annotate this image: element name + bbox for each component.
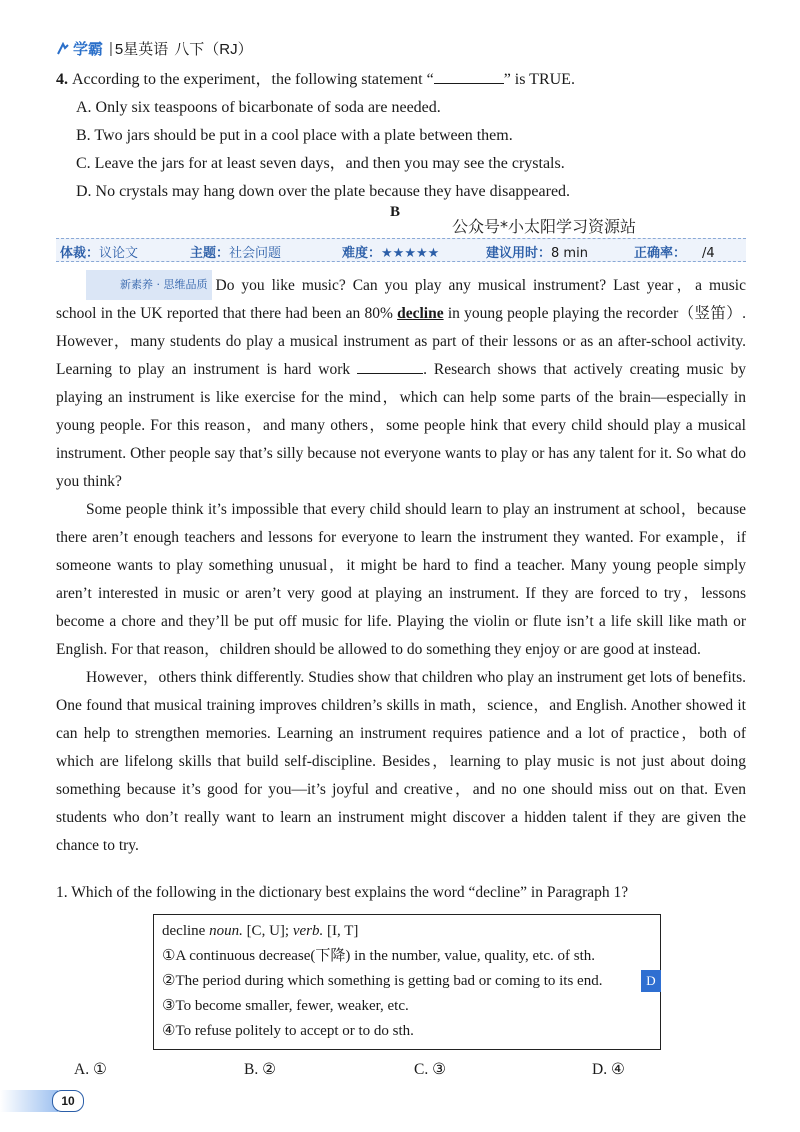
accuracy-label: 正确率： — [634, 246, 687, 261]
verb-grammar: [I, T] — [323, 923, 359, 939]
topic-value: 社会问题 — [229, 246, 282, 261]
reading-passage — [56, 270, 746, 860]
definition-3: ③To become smaller, fewer, weaker, etc. — [162, 998, 409, 1014]
passage-info-bar — [56, 238, 746, 262]
definition-1: ①A continuous decrease(下降) in the number, value, quality, etc. of sth. — [162, 948, 596, 964]
keyword-decline: decline — [397, 305, 444, 322]
choice-c: C. ③ — [414, 1061, 446, 1078]
genre-label: 体裁： — [60, 246, 100, 261]
time-value: 8 min — [551, 246, 588, 261]
accuracy-value: /4 — [702, 246, 715, 261]
option-d: D. No crystals may hang down over the plate because they have disappeared. — [76, 183, 571, 200]
option-c: C. Leave the jars for at least seven days，and then you may see the crystals. — [76, 155, 565, 172]
choice-d: D. ④ — [592, 1061, 625, 1078]
dictionary-headword — [162, 919, 660, 944]
divider: | — [109, 40, 113, 57]
passage-blank — [357, 359, 423, 374]
page-number: 10 — [52, 1090, 84, 1112]
definition-4: ④To refuse politely to accept or to do sth. — [162, 1023, 414, 1039]
headword: decline — [162, 923, 210, 939]
question-1-stem: 1. Which of the following in the dictionary best explains the word “decline” in Paragraph 1? — [56, 884, 629, 901]
paragraph-1-part-b: in young people playing the recorder（竖笛）. However，many students do play a musical instrument as part of their lessons or as an after-school activity. Learning to play an instrument is hard work — [56, 305, 746, 378]
time-label: 建议用时： — [486, 246, 552, 261]
genre-value: 议论文 — [99, 246, 139, 261]
paragraph-1-part-c: . Research shows that actively creating music by playing an instrument is like exercise for the mind，which can help some parts of the brain—especially in young people. For this reason，and many others，some people hink that every child should play a musical instrument. Other people say that’s silly because not everyone wants to play or has any talent for it. So what do you think? — [56, 361, 747, 490]
choice-b: B. ② — [244, 1061, 276, 1078]
question-4-number: 4. — [56, 71, 68, 88]
difficulty-info — [342, 242, 439, 261]
topic-info — [190, 242, 281, 261]
logo-icon — [56, 42, 70, 56]
topic-label: 主题： — [190, 246, 230, 261]
footer-decoration — [0, 1090, 58, 1112]
pos-noun: noun. — [209, 923, 243, 939]
question-4 — [56, 66, 756, 206]
difficulty-label: 难度： — [342, 246, 382, 261]
question-4-stem — [56, 66, 756, 94]
stem-text-before: According to the experiment，the following statement “ — [72, 71, 434, 88]
choice-a: A. ① — [74, 1061, 107, 1078]
pos-verb: verb. — [292, 923, 324, 939]
noun-grammar: [C, U]; — [242, 923, 293, 939]
skill-tag: 新素养 · 思维品质 — [86, 270, 212, 300]
page-header — [56, 38, 253, 59]
brand-name: 学霸 — [73, 41, 104, 58]
time-info — [486, 242, 588, 261]
series-name: 5星英语 — [114, 41, 169, 58]
dictionary-box — [153, 914, 661, 1050]
section-letter: B — [390, 204, 401, 220]
accuracy-info — [634, 242, 715, 261]
answer-blank — [434, 69, 504, 84]
option-a: A. Only six teaspoons of bicarbonate of soda are needed. — [76, 99, 441, 116]
paragraph-1 — [56, 270, 746, 496]
paragraph-2: Some people think it’s impossible that every child should learn to play an instrument at school，because there aren’t enough teachers and lessons for everyone to learn the instrument they wanted. For example，if someone wants to play something unusual，it might be hard to find a teacher. Many young people simply aren’t interested in music or aren’t very good at playing an instrument. If they are forced to try，lessons become a chore and they’ll be put off music for life. Playing the violin or flute isn’t a life skill like math or English. For that reason，children should be allowed to do something they enjoy or are good at instead. — [56, 501, 746, 658]
definition-2: ②The period during which something is getting bad or coming to its end. — [162, 973, 603, 989]
paragraph-1-part-a: Do you like music? Can you play any musical instrument? Last year，a music school in the UK reported that there had been an 80% — [56, 277, 746, 322]
stem-text-after: ” is TRUE. — [503, 71, 575, 88]
watermark-text: 公众号*小太阳学习资源站 — [452, 217, 637, 236]
answer-badge: D — [641, 970, 661, 992]
star-rating: ★★★★★ — [381, 246, 440, 261]
genre-info — [60, 242, 138, 261]
grade-label: 八下（RJ） — [174, 41, 253, 58]
paragraph-3: However，others think differently. Studies show that children who play an instrument get lots of benefits. One found that musical training improves children’s skills in math，science，and English. Another showed it can help to strengthen memories. Learning an instrument requires patience and a lot of practice，both of which are lifelong skills that build self-discipline. Besides，learning to play music is not just about doing something because it’s good for you—it’s joyful and creative，and no one should miss out on that. Even students who don’t really want to learn an instrument might discover a hidden talent if they are given the chance to try. — [56, 669, 746, 854]
option-b: B. Two jars should be put in a cool place with a plate between them. — [76, 127, 513, 144]
